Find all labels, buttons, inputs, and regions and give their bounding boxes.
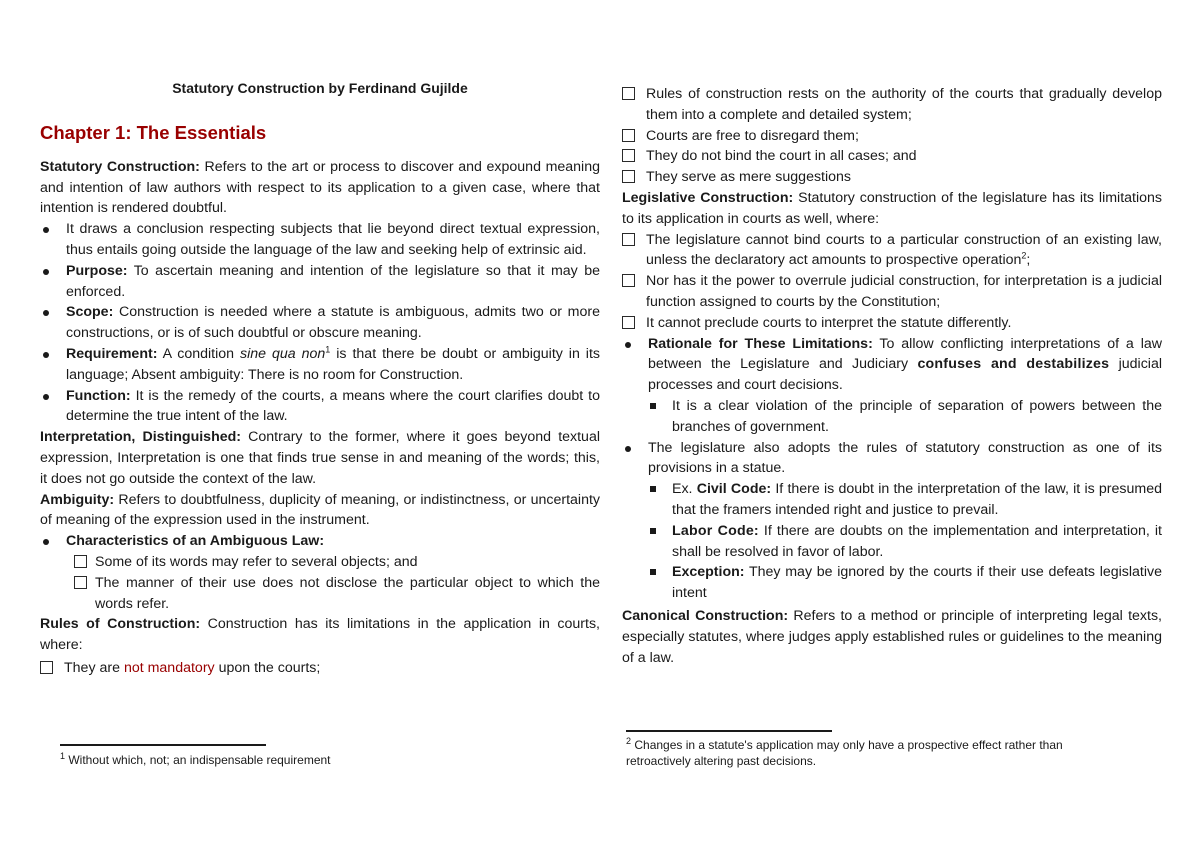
checkbox-text: Nor has it the power to overrule judicial construction, for interpretation is a judicial function assigned to courts by the Constitution; (646, 273, 1162, 310)
checkbox-icon[interactable] (40, 661, 53, 674)
definition-text: Refers to the art or process to discover and expound meaning and intention of law authors with respect to its application to a given case, where that intention is rendered doubtful. (40, 158, 600, 217)
term: Canonical Construction: (622, 607, 789, 624)
checkbox-item (622, 167, 1162, 188)
definition-text: Refers to doubtfulness, duplicity of meaning, or indistinctness, or uncertainty of meaning of the expression used in the instrument. (40, 491, 600, 529)
sub-bullet-text: If there are doubts on the implementation and interpretation, it shall be resolved in favor of labor. (672, 522, 1162, 560)
term: Legislative Construction: (622, 189, 794, 206)
term: Statutory Construction: (40, 158, 200, 175)
bullet-text: is that there be doubt or ambiguity in its language; Absent ambiguity: There is no room for Construction. (66, 345, 600, 383)
canonical-construction-definition (622, 606, 1162, 668)
checkbox-text: Courts are free to disregard them; (646, 127, 859, 144)
term: Rationale for These Limitations: (648, 335, 873, 352)
bullet-item-rationale (622, 334, 1162, 396)
definition-text: Construction has its limitations in the application in courts, where: (40, 616, 600, 654)
bullet-item-function (40, 386, 600, 428)
square-bullet-icon (650, 403, 656, 409)
definition-text: Refers to a method or principle of interpreting legal texts, especially statutes, where judges apply established rules or guidelines to the meaning of a law. (622, 607, 1162, 666)
footnote-separator (60, 744, 266, 746)
bullet-item (40, 219, 600, 261)
term: Exception: (672, 564, 745, 581)
latin-phrase: sine qua non (240, 345, 326, 362)
term: Characteristics of an Ambiguous Law: (66, 533, 325, 550)
footnote-2 (626, 738, 1106, 769)
checkbox-item (622, 271, 1162, 313)
checkbox-text: Rules of construction rests on the authority of the courts that gradually develop them into a complete and detailed system; (646, 86, 1162, 123)
bullet-item-adopts (622, 438, 1162, 480)
footnote-1 (60, 753, 580, 769)
sub-bullet-text: If there is doubt in the interpretation of the law, it is presumed that the framers intended right and justice to prevail. (672, 481, 1162, 518)
checkbox-item (622, 230, 1162, 272)
definition-text: Contrary to the former, where it goes beyond textual expression, Interpretation is one that finds true sense in and meaning of the words; this, it does not go outside the context of the law. (40, 429, 600, 487)
sub-bullet-item-exception (622, 562, 1162, 604)
right-column (622, 84, 1162, 668)
sub-bullet-prefix: Ex. (672, 481, 697, 498)
footnote-ref[interactable]: 2 (1021, 250, 1027, 261)
term: Rules of Construction: (40, 616, 201, 633)
term: Purpose: (66, 262, 128, 279)
emphasis-text: confuses and destabilizes (917, 356, 1110, 373)
term: Civil Code: (696, 481, 772, 498)
bullet-icon (625, 446, 631, 452)
bullet-icon (43, 394, 49, 400)
definition-text: Statutory construction of the legislature has its limitations to its application in courts as well, where: (622, 189, 1162, 227)
checkbox-icon[interactable] (74, 576, 87, 589)
chapter-heading: Chapter 1: The Essentials (40, 121, 267, 143)
sub-bullet-text: They may be ignored by the courts if their use defeats legislative intent (672, 564, 1162, 602)
checkbox-text: upon the courts; (214, 659, 321, 676)
term: Labor Code: (672, 522, 759, 539)
bullet-text: The legislature also adopts the rules of statutory construction as one of its provisions in a statue. (648, 439, 1162, 477)
checkbox-text: Some of its words may refer to several objects; and (95, 553, 418, 570)
sub-bullet-item-civil-code (622, 479, 1162, 521)
checkbox-text: They serve as mere suggestions (646, 169, 852, 186)
checkbox-item (622, 313, 1162, 334)
checkbox-icon[interactable] (622, 170, 635, 183)
bullet-icon (43, 310, 49, 316)
bullet-text: It draws a conclusion respecting subjects that lie beyond direct textual expression, thus entails going outside the language of the law and seeking help of extrinsic aid. (66, 221, 600, 258)
statutory-construction-definition (40, 157, 600, 219)
square-bullet-icon (650, 528, 656, 534)
checkbox-text: It cannot preclude courts to interpret the statute differently. (646, 314, 1012, 331)
sub-bullet-item (622, 396, 1162, 438)
bullet-item-scope (40, 302, 600, 344)
left-column (40, 78, 600, 679)
footnote-mark: 1 (60, 751, 66, 761)
sub-bullet-item-labor-code (622, 521, 1162, 563)
rules-definition (40, 614, 600, 656)
term: Ambiguity: (40, 491, 115, 508)
checkbox-icon[interactable] (622, 87, 635, 100)
checkbox-item (622, 84, 1162, 126)
bullet-icon (43, 269, 49, 275)
footnote-separator (626, 730, 832, 732)
bullet-text: Construction is needed where a statute is ambiguous, admits two or more constructions, or is of such doubtful or obscure meaning. (66, 304, 600, 342)
checkbox-text: They are (64, 659, 124, 676)
bullet-text: To ascertain meaning and intention of the legislature so that it may be enforced. (66, 262, 600, 300)
footnote-text: Changes in a statute's application may only have a prospective effect rather than retroactively altering past decisions. (626, 738, 1063, 768)
interpretation-definition (40, 427, 600, 489)
bullet-text: A condition (157, 345, 241, 362)
footnote-ref[interactable]: 1 (325, 344, 331, 355)
checkbox-item (40, 573, 600, 615)
bullet-item-requirement (40, 344, 600, 386)
term: Requirement: (66, 345, 158, 362)
bullet-icon (43, 352, 49, 358)
bullet-text: judicial processes and court decisions. (648, 356, 1162, 394)
term: Interpretation, Distinguished: (40, 429, 242, 446)
checkbox-icon[interactable] (622, 274, 635, 287)
checkbox-text: ; (1026, 252, 1031, 269)
legislative-construction-definition (622, 188, 1162, 230)
checkbox-text: The legislature cannot bind courts to a particular construction of an existing law, unless the declaratory act amounts to prospective operation (646, 231, 1162, 269)
checkbox-text: They do not bind the court in all cases; and (646, 148, 917, 165)
bullet-icon (43, 227, 49, 233)
bullet-text: To allow conflicting interpretations of a law between the Legislature and Judiciary (648, 335, 1162, 373)
checkbox-icon[interactable] (622, 233, 635, 246)
checkbox-icon[interactable] (74, 555, 87, 568)
bullet-text: It is the remedy of the courts, a means where the court clarifies doubt to determine the true intent of the law. (66, 387, 600, 425)
footnote-text: Without which, not; an indispensable requirement (65, 753, 331, 767)
square-bullet-icon (650, 569, 656, 575)
checkbox-icon[interactable] (622, 316, 635, 329)
footnote-mark: 2 (626, 736, 632, 746)
checkbox-item (622, 146, 1162, 167)
checkbox-item (40, 552, 600, 573)
ambiguity-definition (40, 490, 600, 532)
sub-bullet-text: It is a clear violation of the principle of separation of powers between the branches of government. (672, 397, 1162, 435)
checkbox-icon[interactable] (622, 129, 635, 142)
checkbox-text: The manner of their use does not disclose the particular object to which the words refer. (95, 574, 600, 612)
checkbox-item (622, 126, 1162, 147)
bullet-icon (43, 539, 49, 545)
checkbox-item (40, 658, 600, 679)
term: Scope: (66, 304, 114, 321)
bullet-item-characteristics (40, 531, 600, 552)
term: Function: (66, 387, 131, 404)
square-bullet-icon (650, 486, 656, 492)
bullet-icon (625, 342, 631, 348)
document-title: Statutory Construction by Ferdinand Gujilde (172, 80, 468, 96)
checkbox-icon[interactable] (622, 149, 635, 162)
bullet-item-purpose (40, 261, 600, 303)
emphasis-text: not mandatory (123, 659, 215, 676)
